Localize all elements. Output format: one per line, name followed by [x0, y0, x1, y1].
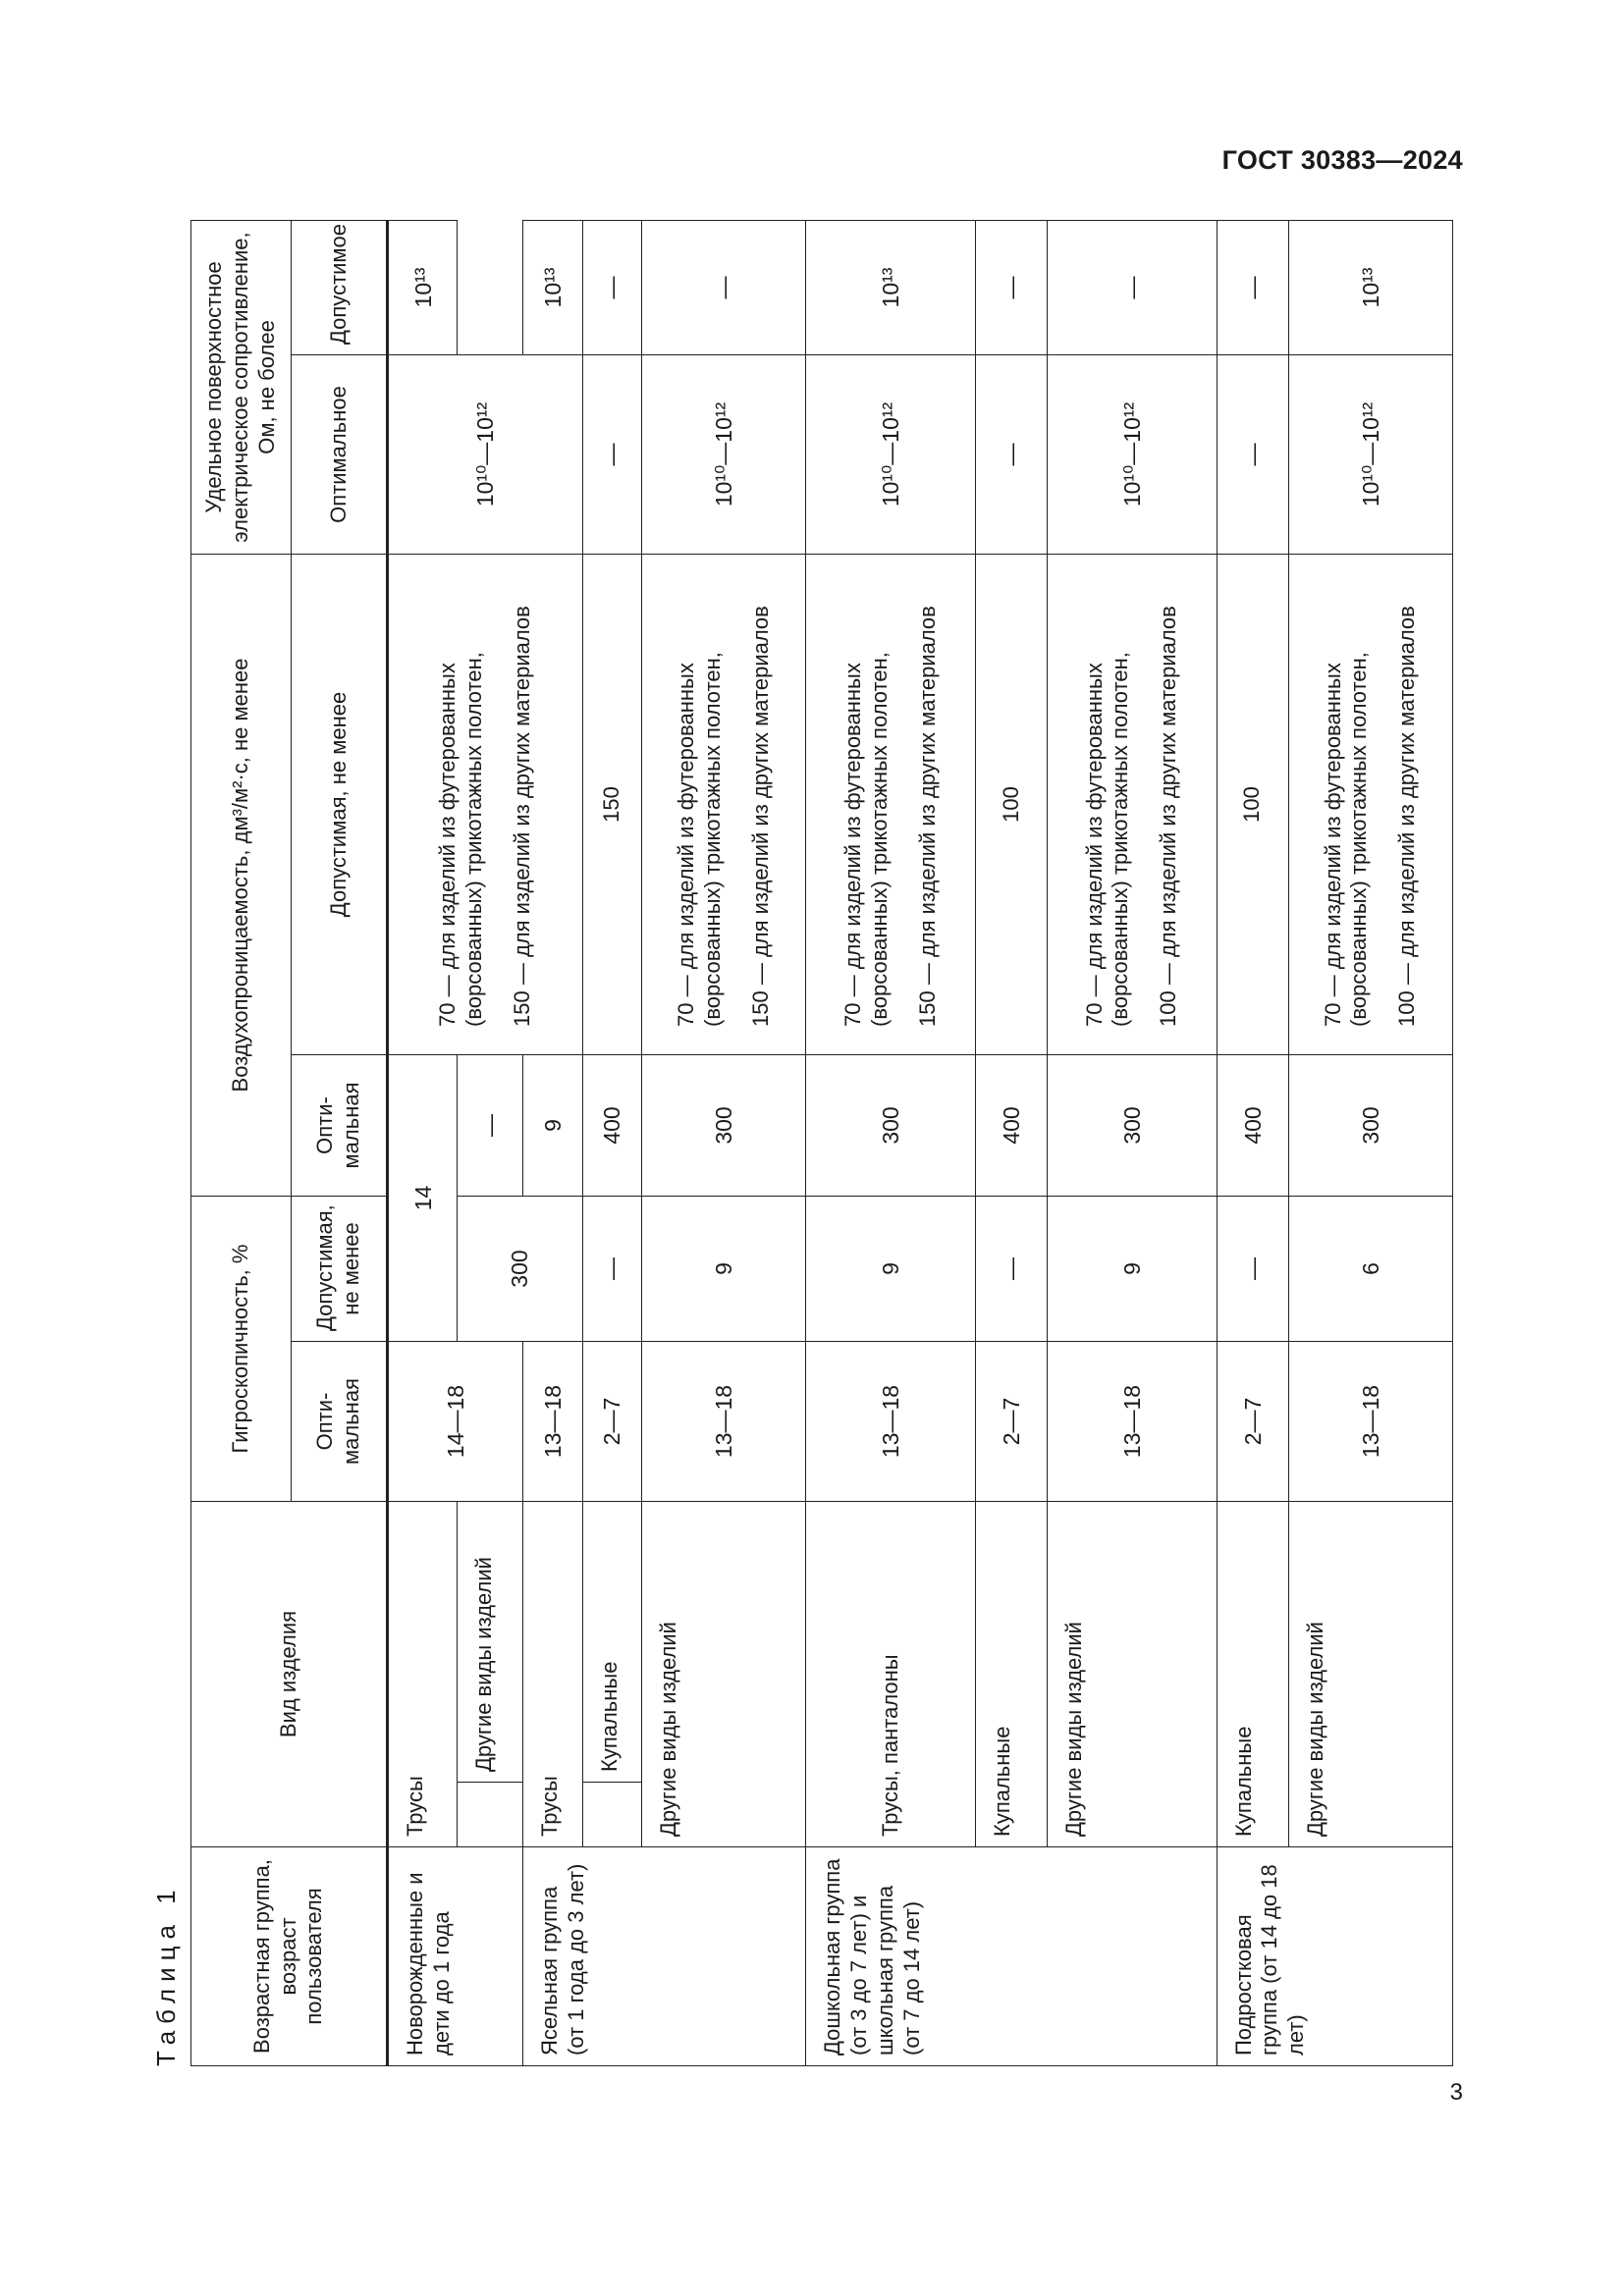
air-opt-value: 400	[975, 1054, 1047, 1196]
res-allow-value: —	[1048, 220, 1217, 354]
kind-kupalnye: Купальные	[975, 1502, 1047, 1847]
hygro-opt-value: 13—18	[806, 1342, 975, 1502]
air-allow-value	[806, 554, 975, 1054]
res-opt-value: —	[1217, 354, 1288, 554]
header-hygro-optimal: Опти-мальная	[292, 1342, 388, 1502]
air-opt-value: 400	[582, 1054, 642, 1196]
header-kind: Вид изделия	[191, 1502, 388, 1847]
kind-kupalnye: Купальные	[1217, 1502, 1288, 1847]
header-hygroscopicity: Гигроскопичность, %	[191, 1196, 292, 1501]
kind-trusy-pantalony: Трусы, панталоны	[806, 1502, 975, 1847]
page-number: 3	[1449, 2079, 1463, 2106]
kind-other: Другие виды изделий	[458, 1502, 523, 1783]
air-allow-line: 70 — для изделий из футерованных (ворсованных) трикотажных полотен,	[1320, 652, 1372, 1027]
kind-other: Другие виды изделий	[1288, 1502, 1452, 1847]
res-opt-value: 10¹⁰—10¹²	[388, 354, 583, 554]
air-allow-line: 70 — для изделий из футерованных (ворсованных) трикотажных полотен,	[435, 652, 486, 1027]
res-opt-value: 10¹⁰—10¹²	[1288, 354, 1452, 554]
hygro-allow-value: 14	[388, 1054, 458, 1341]
hygro-allow-value: —	[1217, 1196, 1288, 1341]
group-newborns: Новорожденные и дети до 1 года	[388, 1847, 523, 2066]
res-opt-value: 10¹⁰—10¹²	[1048, 354, 1217, 554]
hygro-allow-value: 6	[1288, 1196, 1452, 1341]
air-allow-value: 100	[1217, 554, 1288, 1054]
res-opt-value: —	[975, 354, 1047, 554]
hygro-allow-value: 9	[522, 1054, 582, 1196]
hygro-allow-value: 9	[642, 1196, 806, 1341]
table-title: Таблица 1	[151, 1883, 181, 2066]
header-res-optimal: Оптимальное	[292, 354, 388, 554]
kind-trusy: Трусы	[522, 1502, 582, 1847]
res-allow-value: 10¹³	[1288, 220, 1452, 354]
hygro-allow-value: 9	[806, 1196, 975, 1341]
group-teen: Подростковая группа (от 14 до 18 лет)	[1217, 1847, 1452, 2066]
kind-other: Другие виды изделий	[1048, 1502, 1217, 1847]
res-opt-value: —	[582, 354, 642, 554]
res-allow-value: —	[1217, 220, 1288, 354]
document-number: ГОСТ 30383—2024	[1221, 145, 1463, 175]
res-allow-value: 10¹³	[806, 220, 975, 354]
air-allow-value: 150	[582, 554, 642, 1054]
header-hygro-allowed: Допустимая, не менее	[292, 1196, 388, 1341]
air-opt-value: 300	[1048, 1054, 1217, 1196]
air-allow-line: 150 — для изделий из других материалов	[747, 606, 773, 1027]
air-allow-line: 70 — для изделий из футерованных (ворсованных) трикотажных полотен,	[839, 652, 892, 1027]
air-allow-line: 150 — для изделий из других материалов	[914, 606, 940, 1027]
hygro-allow-value: 9	[1048, 1196, 1217, 1341]
res-allow-value: —	[458, 1054, 523, 1196]
header-age-group: Возрастная группа, возраст пользователя	[191, 1847, 388, 2066]
kind-trusy: Трусы	[388, 1502, 458, 1847]
hygro-opt-value: 2—7	[975, 1342, 1047, 1502]
header-air-permeability: Воздухопроницаемость, дм³/м²·с, не менее	[191, 554, 292, 1196]
air-opt-value: 300	[642, 1054, 806, 1196]
res-allow-value: —	[582, 220, 642, 354]
res-opt-value: 10¹⁰—10¹²	[642, 354, 806, 554]
air-opt-value: 300	[806, 1054, 975, 1196]
air-opt-value: 300	[1288, 1054, 1452, 1196]
hygro-opt-value: 14—18	[388, 1342, 523, 1502]
group-nursery: Ясельная группа (от 1 года до 3 лет)	[522, 1847, 805, 2066]
air-allow-value	[1048, 554, 1217, 1054]
header-resistance: Удельное поверхностное электрическое сопротивление, Ом, не более	[191, 220, 292, 554]
air-allow-value: 100	[975, 554, 1047, 1054]
hygro-opt-value: 13—18	[642, 1342, 806, 1502]
air-allow-value	[388, 554, 583, 1054]
air-allow-line: 100 — для изделий из других материалов	[1156, 606, 1181, 1027]
header-air-optimal: Опти-мальная	[292, 1054, 388, 1196]
air-allow-value	[642, 554, 806, 1054]
hygro-opt-value: 2—7	[1217, 1342, 1288, 1502]
air-allow-value	[1288, 554, 1452, 1054]
res-allow-value: 10¹³	[388, 220, 458, 354]
requirements-table	[190, 220, 1453, 2066]
res-opt-value: 10¹⁰—10¹²	[806, 354, 975, 554]
air-allow-line: 70 — для изделий из футерованных (ворсованных) трикотажных полотен,	[674, 652, 725, 1027]
hygro-opt-value: 13—18	[1288, 1342, 1452, 1502]
air-opt-value: 300	[458, 1196, 583, 1341]
res-allow-value: —	[642, 220, 806, 354]
header-res-allowed: Допустимое	[292, 220, 388, 354]
hygro-allow-value: —	[582, 1196, 642, 1341]
hygro-opt-value: 2—7	[582, 1342, 642, 1502]
air-allow-line: 150 — для изделий из других материалов	[509, 606, 534, 1027]
hygro-opt-value: 13—18	[522, 1342, 582, 1502]
rotated-table-area	[137, 221, 1453, 2066]
kind-other: Другие виды изделий	[642, 1502, 806, 1847]
hygro-opt-value: 13—18	[1048, 1342, 1217, 1502]
hygro-allow-value: —	[975, 1196, 1047, 1341]
group-preschool-school: Дошкольная группа (от 3 до 7 лет) и школьная группа (от 7 до 14 лет)	[806, 1847, 1217, 2066]
air-allow-line: 100 — для изделий из других материалов	[1394, 606, 1420, 1027]
kind-kupalnye: Купальные	[582, 1502, 642, 1783]
air-allow-line: 70 — для изделий из футерованных (ворсованных) трикотажных полотен,	[1081, 652, 1133, 1027]
res-allow-value: —	[975, 220, 1047, 354]
res-allow-value: 10¹³	[522, 220, 582, 354]
header-air-allowed: Допустимая, не менее	[292, 554, 388, 1054]
air-opt-value: 400	[1217, 1054, 1288, 1196]
